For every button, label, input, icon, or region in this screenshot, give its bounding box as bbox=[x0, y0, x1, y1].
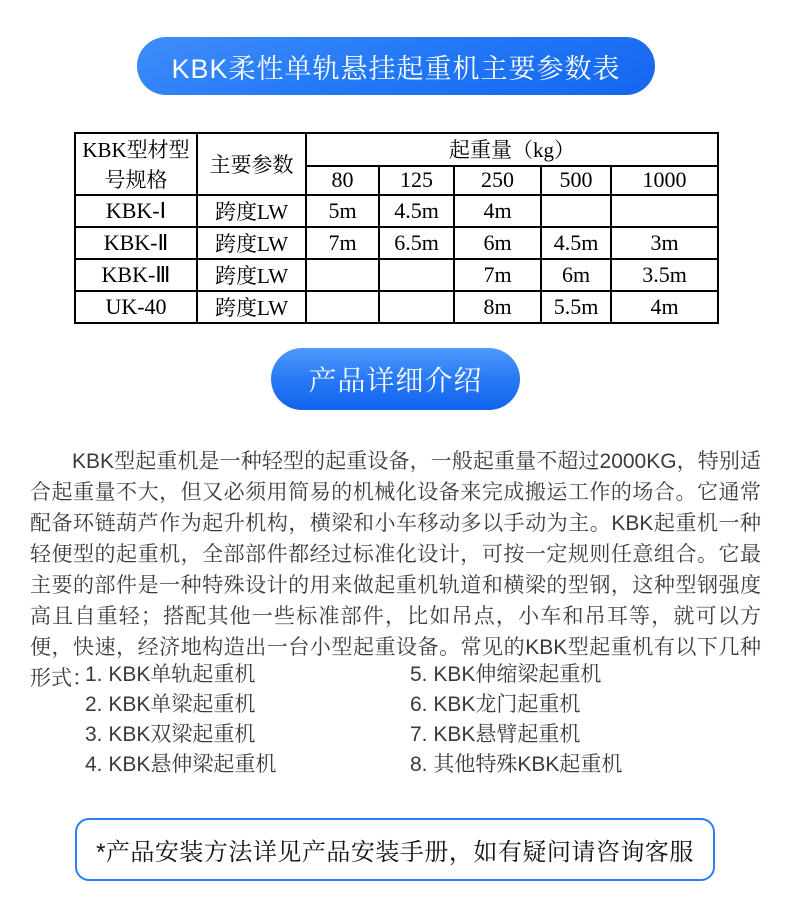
span-cell bbox=[379, 291, 454, 323]
list-item: 4. KBK悬伸梁起重机 bbox=[85, 753, 277, 776]
model-cell: KBK-Ⅲ bbox=[75, 259, 197, 291]
list-item: 5. KBK伸缩梁起重机 bbox=[410, 663, 602, 686]
param-cell: 跨度LW bbox=[197, 291, 306, 323]
installation-note-text: *产品安装方法详见产品安装手册，如有疑问请咨询客服 bbox=[96, 839, 694, 866]
parameters-title: KBK柔性单轨悬挂起重机主要参数表 bbox=[171, 53, 621, 84]
intro-paragraph: KBK型起重机是一种轻型的起重设备，一般起重量不超过2000KG，特别适合起重量不大，但又必须用简易的机械化设备来完成搬运工作的场合。它通常配备环链葫芦作为起升机构，横梁和小车移动多以手动为主。KBK起重机一种轻便型的起重机，全部部件都经过标准化设计，可按一定规则任意组合。它最主要的部件是一种特殊设计的用来做起重机轨道和横梁的型钢，这种型钢强度高且自重轻；搭配其他一些标准部件，比如吊点，小车和吊耳等，就可以方便，快速，经济地构造出一台小型起重设备。常见的KBK型起重机有以下几种形式： bbox=[30, 450, 761, 690]
span-cell: 6m bbox=[541, 259, 611, 291]
list-item: 1. KBK单轨起重机 bbox=[85, 663, 256, 686]
span-cell: 7m bbox=[454, 259, 541, 291]
list-item: 8. 其他特殊KBK起重机 bbox=[410, 753, 623, 776]
table-row bbox=[75, 195, 718, 227]
span-cell: 3.5m bbox=[611, 259, 718, 291]
capacity-col-80: 80 bbox=[306, 166, 379, 195]
span-cell bbox=[379, 259, 454, 291]
span-cell: 5m bbox=[306, 195, 379, 227]
crane-type-list bbox=[85, 660, 725, 780]
span-cell: 5.5m bbox=[541, 291, 611, 323]
span-cell bbox=[306, 291, 379, 323]
product-details-button-label: 产品详细介绍 bbox=[308, 365, 483, 396]
span-cell: 6.5m bbox=[379, 227, 454, 259]
list-item: 7. KBK悬臂起重机 bbox=[410, 723, 581, 746]
span-cell: 4m bbox=[611, 291, 718, 323]
list-item: 2. KBK单梁起重机 bbox=[85, 693, 256, 716]
span-cell bbox=[541, 195, 611, 227]
table-row bbox=[75, 227, 718, 259]
param-cell: 跨度LW bbox=[197, 259, 306, 291]
span-cell: 4m bbox=[454, 195, 541, 227]
table-header-model: KBK型材型号规格 bbox=[75, 133, 197, 195]
span-cell bbox=[306, 259, 379, 291]
span-cell: 3m bbox=[611, 227, 718, 259]
param-cell: 跨度LW bbox=[197, 227, 306, 259]
span-cell bbox=[611, 195, 718, 227]
span-cell: 8m bbox=[454, 291, 541, 323]
crane-type-list-left bbox=[85, 660, 410, 780]
parameters-table bbox=[74, 132, 719, 324]
parameters-title-banner bbox=[137, 37, 655, 95]
model-cell: UK-40 bbox=[75, 291, 197, 323]
model-cell: KBK-Ⅰ bbox=[75, 195, 197, 227]
table-row bbox=[75, 291, 718, 323]
table-header-capacity: 起重量（kg） bbox=[306, 133, 718, 166]
crane-type-list-right bbox=[410, 660, 725, 780]
product-details-button[interactable] bbox=[271, 348, 520, 410]
capacity-col-1000: 1000 bbox=[611, 166, 718, 195]
list-item: 6. KBK龙门起重机 bbox=[410, 693, 581, 716]
model-cell: KBK-Ⅱ bbox=[75, 227, 197, 259]
installation-note-box bbox=[75, 818, 715, 881]
table-row bbox=[75, 259, 718, 291]
span-cell: 4.5m bbox=[379, 195, 454, 227]
list-item: 3. KBK双梁起重机 bbox=[85, 723, 256, 746]
span-cell: 4.5m bbox=[541, 227, 611, 259]
capacity-col-250: 250 bbox=[454, 166, 541, 195]
param-cell: 跨度LW bbox=[197, 195, 306, 227]
span-cell: 6m bbox=[454, 227, 541, 259]
capacity-col-125: 125 bbox=[379, 166, 454, 195]
table-header-param: 主要参数 bbox=[197, 133, 306, 195]
span-cell: 7m bbox=[306, 227, 379, 259]
capacity-col-500: 500 bbox=[541, 166, 611, 195]
